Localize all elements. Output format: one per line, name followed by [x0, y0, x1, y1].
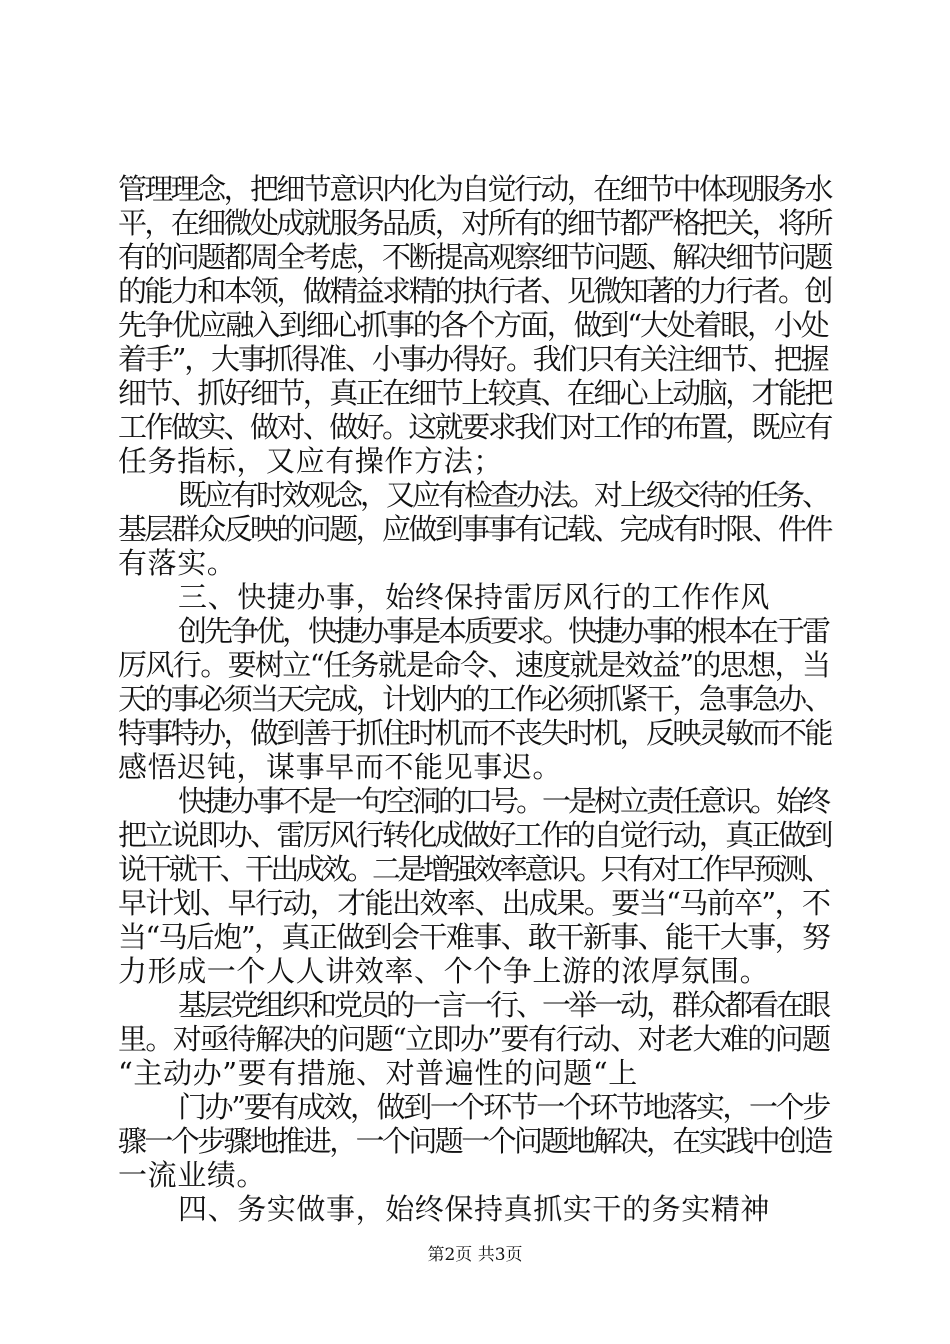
text-line: 工作做实、做对、做好。这就要求我们对工作的布置，既应有 — [118, 410, 831, 444]
text-line: 里。对亟待解决的问题“立即办”要有行动、对老大难的问题 — [118, 1022, 830, 1056]
paragraph-start-line: 创先争优，快捷办事是本质要求。快捷办事的根本在于雷 — [178, 614, 829, 648]
text-line: 当“马后炮”，真正做到会干难事、敢干新事、能干大事，努 — [118, 920, 830, 954]
text-line: 先争优应融入到细心抓事的各个方面，做到“大处着眼，小处 — [118, 308, 828, 342]
paragraph-start-line: 基层党组织和党员的一言一行、一举一动，群众都看在眼 — [178, 988, 829, 1022]
text-line: 有的问题都周全考虑，不断提高观察细节问题、解决细节问题 — [118, 240, 831, 274]
paragraph-start-line: 既应有时效观念，又应有检查办法。对上级交待的任务、 — [178, 478, 829, 512]
text-line: 一流业绩。 — [118, 1158, 267, 1192]
text-line: 说干就干、干出成效。二是增强效率意识。只有对工作早预测、 — [118, 852, 830, 886]
text-line: 着手”，大事抓得准、小事办得好。我们只有关注细节、把握 — [118, 342, 828, 376]
text-line: 天的事必须当天完成，计划内的工作必须抓紧干，急事急办、 — [118, 682, 831, 716]
text-line: 特事特办，做到善于抓住时机而不丧失时机，反映灵敏而不能 — [118, 716, 831, 750]
text-line: 平，在细微处成就服务品质，对所有的细节都严格把关，将所 — [118, 206, 831, 240]
text-line: 管理理念，把细节意识内化为自觉行动，在细节中体现服务水 — [118, 172, 831, 206]
text-line: 早计划、早行动，才能出效率、出成果。要当“马前卒”，不 — [118, 886, 830, 920]
paragraph-start-line: 快捷办事不是一句空洞的口号。一是树立责任意识。始终 — [178, 784, 829, 818]
text-line: 感悟迟钝，谋事早而不能见事迟。 — [118, 750, 563, 784]
text-line: 的能力和本领，做精益求精的执行者、见微知著的力行者。创 — [118, 274, 831, 308]
section-heading: 四、务实做事，始终保持真抓实干的务实精神 — [178, 1192, 771, 1226]
section-heading: 三、快捷办事，始终保持雷厉风行的工作作风 — [178, 580, 771, 614]
text-line: 力形成一个人人讲效率、个个争上游的浓厚氛围。 — [118, 954, 770, 988]
text-line: 有落实。 — [118, 546, 237, 580]
text-line: 细节、抓好细节，真正在细节上较真、在细心上动脑，才能把 — [118, 376, 831, 410]
text-line: 任务指标，又应有操作方法； — [118, 444, 503, 478]
paragraph-start-line: 门办”要有成效，做到一个环节一个环节地落实，一个步 — [178, 1090, 829, 1124]
text-line: 基层群众反映的问题，应做到事事有记载、完成有时限、件件 — [118, 512, 831, 546]
text-line: 把立说即办、雷厉风行转化成做好工作的自觉行动，真正做到 — [118, 818, 831, 852]
text-line: 骤一个步骤地推进，一个问题一个问题地解决，在实践中创造 — [118, 1124, 831, 1158]
text-line: “主动办”要有措施、对普遍性的问题“上 — [118, 1056, 638, 1090]
text-line: 厉风行。要树立“任务就是命令、速度就是效益”的思想，当 — [118, 648, 830, 682]
page-footer: 第2页 共3页 — [427, 1245, 523, 1265]
